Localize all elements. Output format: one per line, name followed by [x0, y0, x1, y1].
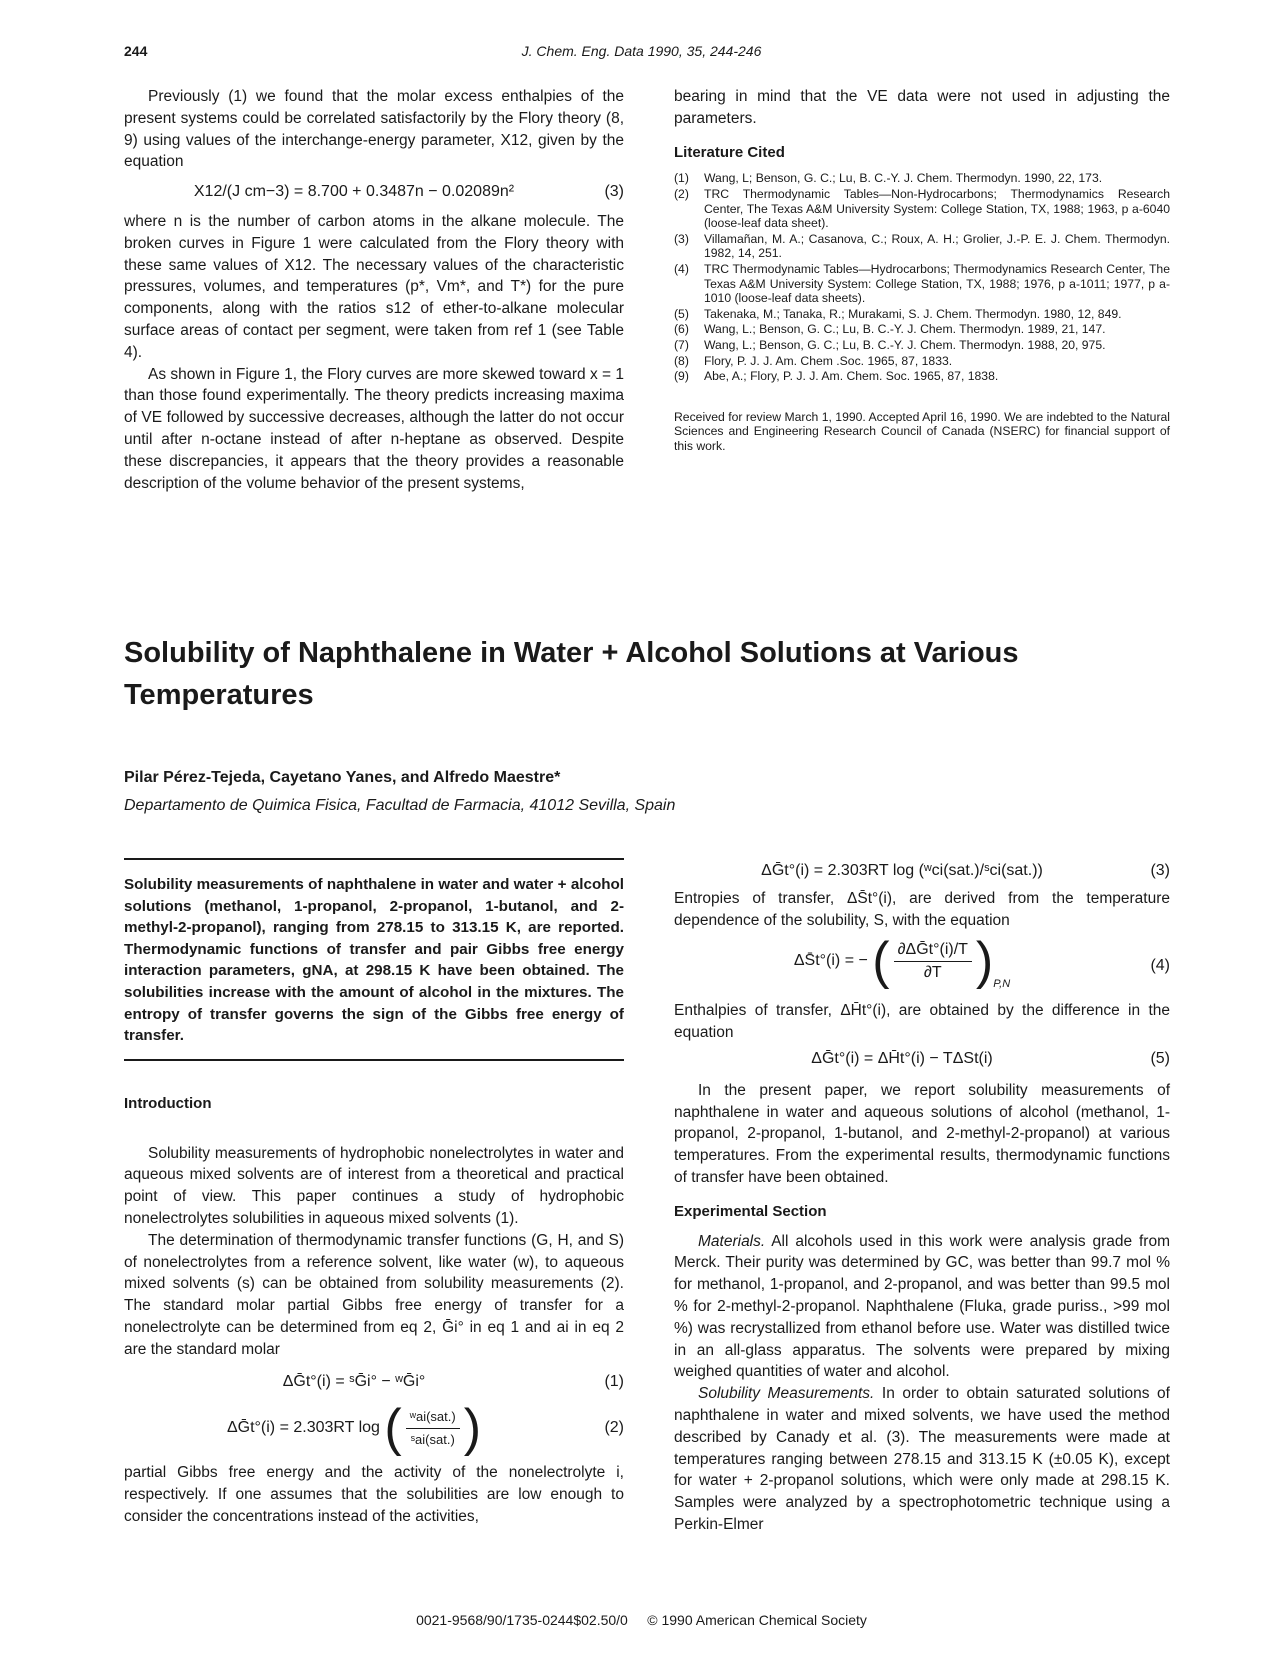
abstract: Solubility measurements of naphthalene in water and water + alcohol solutions (methanol, 1-propanol, 2-propanol, 1-butanol, and 2-methyl-2-propanol), ranging from 278.15 to 313.15 K, are reported. Thermodynamic functions of transfer and pair Gibbs free energy interaction parameters, gNA, at 298.15 K have been obtained. The solubilities increase with the amount of alcohol in the mixtures. The entropy of transfer governs the sign of the Gibbs free energy of transfer. [124, 876, 624, 1045]
literature-heading: Literature Cited [674, 143, 785, 161]
denominator: ∂T [923, 963, 942, 981]
paren-open: ( [384, 1399, 402, 1458]
experimental-heading: Experimental Section [674, 1202, 827, 1220]
reference-text: Abe, A.; Flory, P. J. J. Am. Chem. Soc. 1965, 87, 1838. [704, 369, 999, 384]
paren-open: ( [872, 932, 890, 991]
reference-text: TRC Thermodynamic Tables—Hydrocarbons; Thermodynamics Research Center, The Texas A&M University System: College Station, TX, 1988; 1976, p a-1011; 1977, p a-1010 (loose-leaf data sheets). [704, 261, 1170, 306]
reference-number: (8) [674, 353, 689, 368]
received-note: Received for review March 1, 1990. Accepted April 16, 1990. We are indebted to the Natural Sciences and Engineering Research Council of Canada (NSERC) for financial support of this work. [674, 409, 1170, 453]
equation-number: (1) [604, 1372, 624, 1390]
equation-number: (5) [1150, 1050, 1170, 1068]
paragraph: bearing in mind that the VE data were not used in adjusting the parameters. [674, 88, 1170, 127]
paragraph: As shown in Figure 1, the Flory curves are more skewed toward x = 1 than those found experimentally. The theory predicts increasing maxima of VE followed by successive decreases, although the latter do not occur until after n-octane instead of after n-heptane as observed. Despite these discrepancies, it appears that the theory provides a reasonable description of the volume behavior of the present systems, [124, 365, 624, 492]
running-header: J. Chem. Eng. Data 1990, 35, 244-246 [521, 43, 762, 59]
reference-text: Wang, L.; Benson, G. C.; Lu, B. C.-Y. J. Chem. Thermodyn. 1988, 20, 975. [704, 337, 1106, 352]
equation-number: (3) [604, 183, 624, 201]
equation-1 [124, 1371, 624, 1393]
equation-4 [674, 932, 1170, 996]
equation-body: ΔḠt°(i) = ΔH̄t°(i) − TΔSt(i) [811, 1050, 993, 1068]
footer-code: 0021-9568/90/1735-0244$02.50/0 [416, 1612, 628, 1628]
equation-5 [674, 1048, 1170, 1070]
run-in-heading: Solubility Measurements. [698, 1385, 875, 1403]
reference-text: Takenaka, M.; Tanaka, R.; Murakami, S. J. Chem. Thermodyn. 1980, 12, 849. [704, 306, 1122, 321]
equation-3 [124, 181, 624, 203]
equation-body [674, 932, 1130, 996]
reference-number: (4) [674, 261, 689, 276]
equation-body: ΔḠt°(i) = ˢḠi° − ʷḠi° [282, 1372, 426, 1390]
numerator: ʷai(sat.) [406, 1406, 460, 1429]
footer-copyright: © 1990 American Chemical Society [647, 1612, 867, 1628]
divider [124, 1059, 624, 1061]
paragraph: Entropies of transfer, ΔS̄t°(i), are derived from the temperature dependence of the solubility, S, with the equation [674, 889, 1170, 929]
reference-item [674, 369, 1170, 384]
paragraph: Previously (1) we found that the molar excess enthalpies of the present systems could be correlated satisfactorily by the Flory theory (8, 9) using values of the interchange-energy parameter, X12, given by the equation [124, 88, 624, 171]
reference-number: (1) [674, 171, 689, 186]
paragraph-text: All alcohols used in this work were analysis grade from Merck. Their purity was determined by GC, was better than 99.7 mol % for methanol, 1-propanol, and 2-propanol, and was better than 99.5 mol % for 2-methyl-2-propanol. Naphthalene (Fluka, grade puriss., >99 mol %) was recrystallized from ethanol before use. Water was distilled twice in an all-glass apparatus. The solvents were prepared by mixing weighed quantities of water and alcohol. [674, 1232, 1170, 1381]
reference-text: Wang, L; Benson, G. C.; Lu, B. C.-Y. J. Chem. Thermodyn. 1990, 22, 173. [704, 171, 1103, 186]
reference-number: (2) [674, 186, 689, 201]
run-in-heading: Materials. [698, 1232, 766, 1250]
affiliation: Departamento de Quimica Fisica, Facultad de Farmacia, 41012 Sevilla, Spain [124, 797, 676, 814]
reference-item [674, 322, 1170, 337]
reference-number: (9) [674, 369, 689, 384]
paragraph [674, 1383, 1170, 1536]
reference-number: (5) [674, 306, 689, 321]
reference-item [674, 171, 1170, 186]
equation-body: ΔḠt°(i) = 2.303RT log (ʷci(sat.)/ˢci(sat.)) [761, 862, 1043, 879]
equation-2 [124, 1399, 624, 1458]
subscript: P,N [993, 978, 1011, 991]
paragraph: where n is the number of carbon atoms in the alkane molecule. The broken curves in Figure 1 were calculated from the Flory theory with these same values of X12. The necessary values of the characteristic pressures, volumes, and temperatures (p*, Vm*, and T*) for the pure components, along with the ratios s12 of ether-to-alkane molecular surface areas of contact per segment, were taken from ref 1 (see Table 4). [124, 212, 624, 361]
paren-close: ) [463, 1399, 482, 1458]
reference-text: Flory, P. J. J. Am. Chem .Soc. 1965, 87, 1833. [704, 353, 953, 368]
paragraph: The determination of thermodynamic transfer functions (G, H, and S) of nonelectrolytes from a reference solvent, like water (w), to aqueous mixed solvents (s) can be obtained from solubility measurements (2). The standard molar partial Gibbs free energy of transfer for a nonelectrolyte can be determined from eq 2, Ḡi° in eq 1 and ai in eq 2 are the standard molar [124, 1231, 624, 1358]
equation-number: (3) [1150, 862, 1170, 879]
right-column [674, 860, 1170, 1536]
fraction [406, 1406, 460, 1451]
equation-number: (4) [1150, 957, 1170, 974]
reference-item [674, 307, 1170, 322]
reference-item [674, 187, 1170, 231]
reference-text: Villamañan, M. A.; Casanova, C.; Roux, A. H.; Grolier, J.-P. E. J. Chem. Thermodyn. 1982, 14, 251. [704, 231, 1170, 261]
denominator: ˢai(sat.) [410, 1431, 455, 1447]
reference-item [674, 262, 1170, 306]
equation-body: X12/(J cm−3) = 8.700 + 0.3487n − 0.02089n² [193, 183, 515, 201]
authors: Pilar Pérez-Tejeda, Cayetano Yanes, and Alfredo Maestre* [124, 769, 561, 786]
paragraph [674, 1231, 1170, 1384]
prev-left-column [124, 86, 624, 494]
reference-number: (6) [674, 322, 689, 337]
equation-body [124, 1399, 584, 1458]
equation-number: (2) [604, 1419, 624, 1437]
divider [124, 858, 624, 860]
article-title: Solubility of Naphthalene in Water + Alcohol Solutions at Various Temperatures [124, 637, 1019, 711]
page-number: 244 [124, 43, 148, 59]
equation-lhs: ΔS̄t°(i) = − [793, 952, 868, 970]
reference-item [674, 354, 1170, 369]
reference-text: Wang, L.; Benson, G. C.; Lu, B. C.-Y. J. Chem. Thermodyn. 1989, 21, 147. [704, 322, 1106, 337]
reference-item [674, 232, 1170, 261]
paragraph: In the present paper, we report solubility measurements of naphthalene in water and aqueous solutions of alcohol (methanol, 1-propanol, 2-propanol, 1-butanol, and 2-methyl-2-propanol) at various temperatures. From the experimental results, thermodynamic functions of transfer have been obtained. [674, 1081, 1170, 1186]
left-column [124, 858, 624, 1528]
reference-number: (7) [674, 337, 689, 352]
reference-text: TRC Thermodynamic Tables—Non-Hydrocarbons; Thermodynamics Research Center, The Texas A&M University System: College Station, TX, 1988; 1963, p a-6040 (loose-leaf data sheet). [704, 186, 1170, 231]
prev-right-column [674, 86, 1170, 453]
equation-3 [674, 860, 1170, 882]
introduction-heading: Introduction [124, 1094, 212, 1112]
reference-list [674, 171, 1170, 383]
paragraph: partial Gibbs free energy and the activity of the nonelectrolyte i, respectively. If one assumes that the solubilities are low enough to consider the concentrations instead of the activities, [124, 1464, 624, 1525]
reference-number: (3) [674, 231, 689, 246]
numerator: ∂ΔḠt°(i)/T [894, 939, 972, 962]
equation-lhs: ΔḠt°(i) = 2.303RT log [226, 1419, 380, 1437]
paragraph: Solubility measurements of hydrophobic nonelectrolytes in water and aqueous mixed solvents are of interest from a theoretical and practical point of view. This paper continues a study of hydrophobic nonelectrolytes solubilities in aqueous mixed solvents (1). [124, 1144, 624, 1227]
fraction [894, 939, 972, 984]
footer [0, 1612, 1283, 1628]
paragraph: Enthalpies of transfer, ΔH̄t°(i), are obtained by the difference in the equation [674, 1002, 1170, 1042]
paragraph-text: In order to obtain saturated solutions of naphthalene in water and mixed solvents, we have used the method described by Canady et al. (3). The measurements were made at temperatures ranging between 278.15 and 313.15 K (±0.05 K), except for water + 2-propanol solutions, which were only made at 298.15 K. Samples were analyzed by a spectrophotometric technique using a Perkin-Elmer [674, 1385, 1170, 1533]
paren-close: ) [975, 932, 994, 991]
reference-item [674, 338, 1170, 353]
